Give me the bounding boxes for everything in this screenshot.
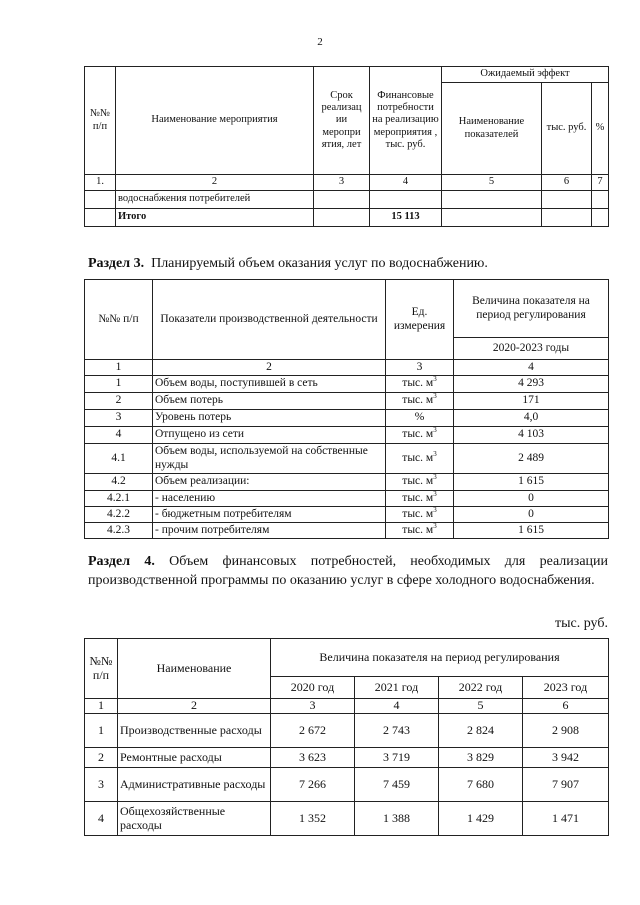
row-value: 2 743 <box>355 714 439 748</box>
index-cell: 6 <box>523 699 609 714</box>
col-name-header: Наименование мероприятия <box>116 67 314 175</box>
table-row <box>85 393 609 410</box>
index-cell: 1. <box>85 175 116 191</box>
col-period-header: 2020-2023 годы <box>454 338 609 360</box>
index-row <box>85 360 609 376</box>
row-number: 4.2 <box>85 474 153 491</box>
index-cell: 5 <box>439 699 523 714</box>
row-value: 7 680 <box>439 768 523 802</box>
unit-superscript: 3 <box>433 506 437 514</box>
col-year-header: 2020 год <box>271 677 355 699</box>
row-number: 3 <box>85 410 153 427</box>
events-table <box>84 66 609 227</box>
table-row <box>85 523 609 539</box>
index-cell: 2 <box>153 360 386 376</box>
row-number: 4 <box>85 802 118 836</box>
row-name: Объем воды, поступившей в сеть <box>153 376 386 393</box>
services-table <box>84 279 609 539</box>
row-number: 1 <box>85 714 118 748</box>
table-row <box>85 768 609 802</box>
row-value: 1 615 <box>454 523 609 539</box>
index-row <box>85 175 609 191</box>
col-year-header: 2022 год <box>439 677 523 699</box>
col-year-header: 2023 год <box>523 677 609 699</box>
row-number: 4.2.1 <box>85 491 153 507</box>
row-value: 1 615 <box>454 474 609 491</box>
row-value: 7 459 <box>355 768 439 802</box>
unit-superscript: 3 <box>433 449 437 458</box>
index-cell: 2 <box>116 175 314 191</box>
unit-label: тыс. руб. <box>555 616 608 631</box>
unit-superscript: 3 <box>433 426 437 435</box>
row-name: Уровень потерь <box>153 410 386 427</box>
table-row <box>85 491 609 507</box>
row-name: - населению <box>153 491 386 507</box>
unit-superscript: 3 <box>433 473 437 482</box>
row-unit <box>386 410 454 427</box>
col-effect-header: Ожидаемый эффект <box>442 67 609 83</box>
index-cell: 1 <box>85 699 118 714</box>
table-row <box>85 474 609 491</box>
row-value: 4 103 <box>454 427 609 444</box>
finance-table <box>84 638 609 836</box>
row-name: Объем воды, используемой на собственные нужды <box>153 444 386 474</box>
unit-text: тыс. м <box>402 491 434 504</box>
index-cell: 4 <box>355 699 439 714</box>
row-value: 1 429 <box>439 802 523 836</box>
row-value: 171 <box>454 393 609 410</box>
index-cell: 1 <box>85 360 153 376</box>
col-rub-header: тыс. руб. <box>542 83 592 175</box>
index-cell: 4 <box>370 175 442 191</box>
unit-text: тыс. м <box>402 394 434 407</box>
row-name: Ремонтные расходы <box>118 748 271 768</box>
table-row <box>85 444 609 474</box>
row-name: - прочим потребителям <box>153 523 386 539</box>
unit-superscript: 3 <box>433 522 437 530</box>
col-num-header: №№ п/п <box>85 639 118 699</box>
col-unit-header: Ед. измерения <box>386 280 454 360</box>
row-name: Производственные расходы <box>118 714 271 748</box>
index-cell: 3 <box>314 175 370 191</box>
col-name-header: Наименование <box>118 639 271 699</box>
total-value: 15 113 <box>370 209 442 227</box>
index-row <box>85 699 609 714</box>
col-num-header: №№ п/п <box>85 280 153 360</box>
row-name: Отпущено из сети <box>153 427 386 444</box>
page-number: 2 <box>317 36 323 48</box>
section3-label: Раздел 3. <box>88 256 145 271</box>
row-unit <box>386 474 454 491</box>
unit-superscript: 3 <box>433 375 437 384</box>
row-value: 2 824 <box>439 714 523 748</box>
row-value: 7 907 <box>523 768 609 802</box>
unit-text: тыс. м <box>402 377 434 390</box>
section4-title: Объем финансовых потребностей, необходимых для реализации производственной программы по оказанию услуг в сфере холодного водоснабжения. <box>88 554 609 588</box>
row-value: 1 388 <box>355 802 439 836</box>
row-name: - бюджетным потребителям <box>153 507 386 523</box>
table-row <box>85 410 609 427</box>
row-value: 3 719 <box>355 748 439 768</box>
row-value: 3 623 <box>271 748 355 768</box>
index-cell: 3 <box>386 360 454 376</box>
unit-superscript: 3 <box>433 490 437 498</box>
row-unit <box>386 376 454 393</box>
index-cell: 7 <box>592 175 609 191</box>
row-unit <box>386 427 454 444</box>
row-value: 7 266 <box>271 768 355 802</box>
section4-heading <box>88 552 608 590</box>
row-value: 1 352 <box>271 802 355 836</box>
row-value: 3 942 <box>523 748 609 768</box>
section3-title: Планируемый объем оказания услуг по водоснабжению. <box>151 256 488 271</box>
col-year-header: 2021 год <box>355 677 439 699</box>
row-value: 0 <box>454 491 609 507</box>
section4-label: Раздел 4. <box>88 554 155 569</box>
row-value: 4 293 <box>454 376 609 393</box>
row-name: Общехозяйственные расходы <box>118 802 271 836</box>
index-cell: 5 <box>442 175 542 191</box>
row-number: 4.2.2 <box>85 507 153 523</box>
row-number: 4 <box>85 427 153 444</box>
row-unit <box>386 393 454 410</box>
row-value: 0 <box>454 507 609 523</box>
row-value: 4,0 <box>454 410 609 427</box>
row-unit <box>386 507 454 523</box>
unit-text: тыс. м <box>402 475 434 488</box>
row-unit <box>386 444 454 474</box>
row-name: Административные расходы <box>118 768 271 802</box>
col-value-header: Величина показателя на период регулирования <box>454 280 609 338</box>
row-unit <box>386 523 454 539</box>
row-value: 2 672 <box>271 714 355 748</box>
section3-heading <box>88 254 608 273</box>
row-value: 2 908 <box>523 714 609 748</box>
index-cell: 2 <box>118 699 271 714</box>
row-number: 2 <box>85 393 153 410</box>
unit-text: тыс. м <box>402 523 434 536</box>
index-cell: 4 <box>454 360 609 376</box>
col-name-header: Показатели производственной деятельности <box>153 280 386 360</box>
table-row <box>85 427 609 444</box>
row-value: 1 471 <box>523 802 609 836</box>
index-cell: 3 <box>271 699 355 714</box>
index-cell: 6 <box>542 175 592 191</box>
table-row <box>85 507 609 523</box>
col-indicator-header: Наименование показателей <box>442 83 542 175</box>
row-name: Объем реализации: <box>153 474 386 491</box>
unit-text: % <box>414 411 425 424</box>
table-row <box>85 748 609 768</box>
total-label: Итого <box>116 209 314 227</box>
row-value: 3 829 <box>439 748 523 768</box>
row-number: 4.2.3 <box>85 523 153 539</box>
row-name: Объем потерь <box>153 393 386 410</box>
row-value: 2 489 <box>454 444 609 474</box>
row-number: 1 <box>85 376 153 393</box>
table-row <box>85 802 609 836</box>
row-number: 4.1 <box>85 444 153 474</box>
row-number: 3 <box>85 768 118 802</box>
unit-text: тыс. м <box>402 451 434 464</box>
unit-text: тыс. м <box>402 428 434 441</box>
table-row <box>85 191 609 209</box>
col-num-header: №№ п/п <box>85 67 116 175</box>
table-row <box>85 376 609 393</box>
row-name: водоснабжения потребителей <box>116 191 314 209</box>
col-finance-header: Финансовые потребности на реализацию мероприятия , тыс. руб. <box>370 67 442 175</box>
unit-superscript: 3 <box>433 392 437 401</box>
table-row <box>85 714 609 748</box>
row-unit <box>386 491 454 507</box>
total-row <box>85 209 609 227</box>
col-term-header: Срок реализац ии меропри ятия, лет <box>314 67 370 175</box>
unit-text: тыс. м <box>402 507 434 520</box>
col-pct-header: % <box>592 83 609 175</box>
row-number: 2 <box>85 748 118 768</box>
col-value-header: Величина показателя на период регулирования <box>271 639 609 677</box>
